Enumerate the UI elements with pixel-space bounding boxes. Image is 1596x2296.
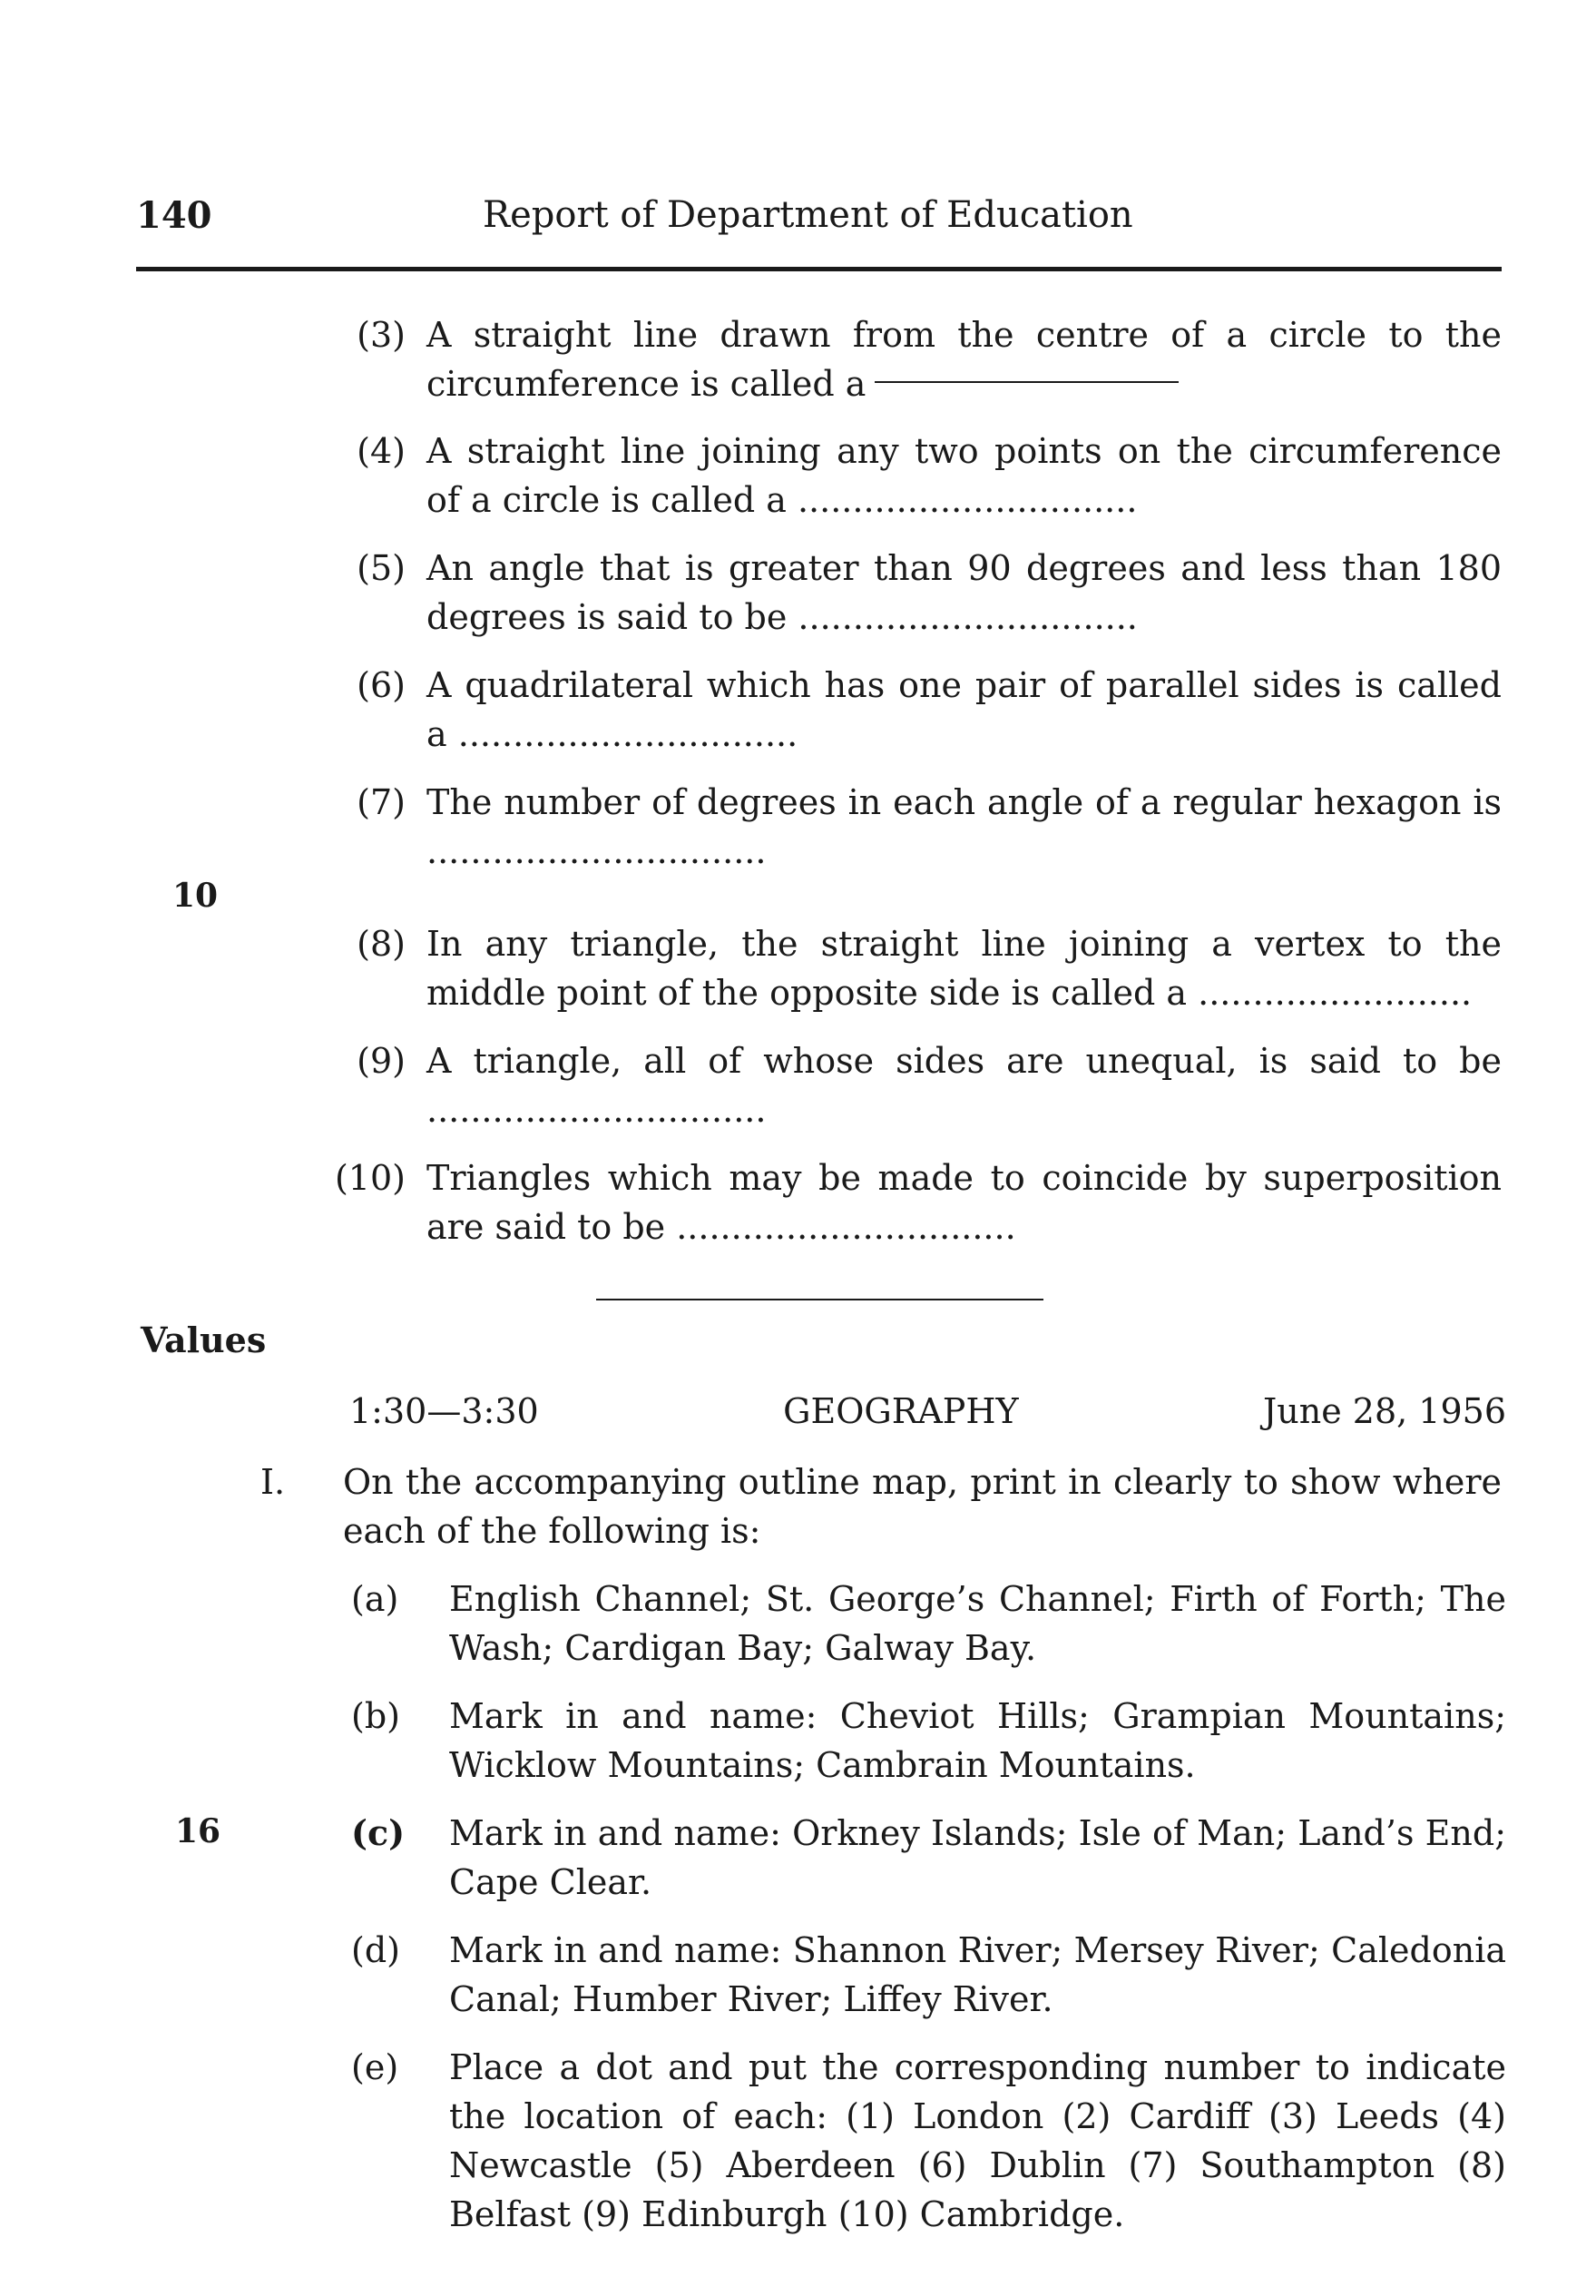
running-title: Report of Department of Education [483, 194, 1133, 236]
part-text: Mark in and name: Cheviot Hills; Grampian Mountains; Wicklow Mountains; Cambrain Mountains. [449, 1696, 1506, 1785]
question-number: (5) [357, 548, 406, 588]
part-text: Place a dot and put the corresponding number to indicate the location of each: (1) London (2) Cardiff (3) Leeds (4) Newcastle (5) Aberdeen (6) Dublin (7) Southampton (8) Belfast (9) Edinburgh (10) Cambridge. [449, 2047, 1506, 2234]
question-text: An angle that is greater than 90 degrees and less than 180 degrees is said to be ............................... [426, 548, 1502, 637]
question-number: (4) [357, 431, 406, 471]
exam-date: June 28, 1956 [1263, 1391, 1506, 1431]
question-text-body: A straight line drawn from the centre of a circle to the circumference is called a [426, 315, 1502, 404]
question-number: (6) [357, 665, 406, 705]
question-text: The number of degrees in each angle of a regular hexagon is ............................... [426, 782, 1502, 871]
question-text: A quadrilateral which has one pair of parallel sides is called a ............................... [426, 665, 1502, 754]
exam-time: 1:30—3:30 [349, 1391, 539, 1431]
page-number: 140 [136, 194, 212, 237]
question-number: (10) [334, 1158, 406, 1198]
header-rule [136, 267, 1502, 271]
margin-value-geography: 16 [175, 1812, 221, 1850]
part-text: Mark in and name: Orkney Islands; Isle of Man; Land’s End; Cape Clear. [449, 1813, 1506, 1902]
question-number: (9) [357, 1041, 406, 1081]
exam-heading [349, 1387, 1506, 1436]
question-number: I. [260, 1462, 286, 1502]
question-text: A straight line joining any two points on the circumference of a circle is called a ............................... [426, 431, 1502, 520]
values-column-label: Values [141, 1320, 267, 1360]
answer-blank-line [875, 381, 1179, 383]
part-label: (b) [351, 1696, 400, 1736]
question-instruction: On the accompanying outline map, print in clearly to show where each of the following is: [343, 1462, 1502, 1551]
part-label: (a) [351, 1579, 399, 1619]
part-label: (e) [351, 2047, 399, 2087]
part-label: (d) [351, 1930, 400, 1970]
question-number: (7) [357, 782, 406, 822]
question-text: In any triangle, the straight line joining a vertex to the middle point of the opposite side is called a ......................... [426, 924, 1502, 1013]
question-text [426, 310, 1502, 408]
question-number: (8) [357, 924, 406, 964]
question-number: (3) [357, 315, 406, 355]
question-text: A triangle, all of whose sides are unequal, is said to be ............................... [426, 1041, 1502, 1130]
margin-value-geometry: 10 [172, 877, 219, 915]
part-text: English Channel; St. George’s Channel; Firth of Forth; The Wash; Cardigan Bay; Galway Bay. [449, 1579, 1506, 1668]
question-text: Triangles which may be made to coincide by superposition are said to be ............................... [426, 1158, 1502, 1247]
part-label: (c) [351, 1812, 406, 1853]
part-text: Mark in and name: Shannon River; Mersey River; Caledonia Canal; Humber River; Liffey River. [449, 1930, 1506, 2019]
exam-subject: GEOGRAPHY [783, 1391, 1019, 1431]
section-divider [596, 1299, 1043, 1300]
